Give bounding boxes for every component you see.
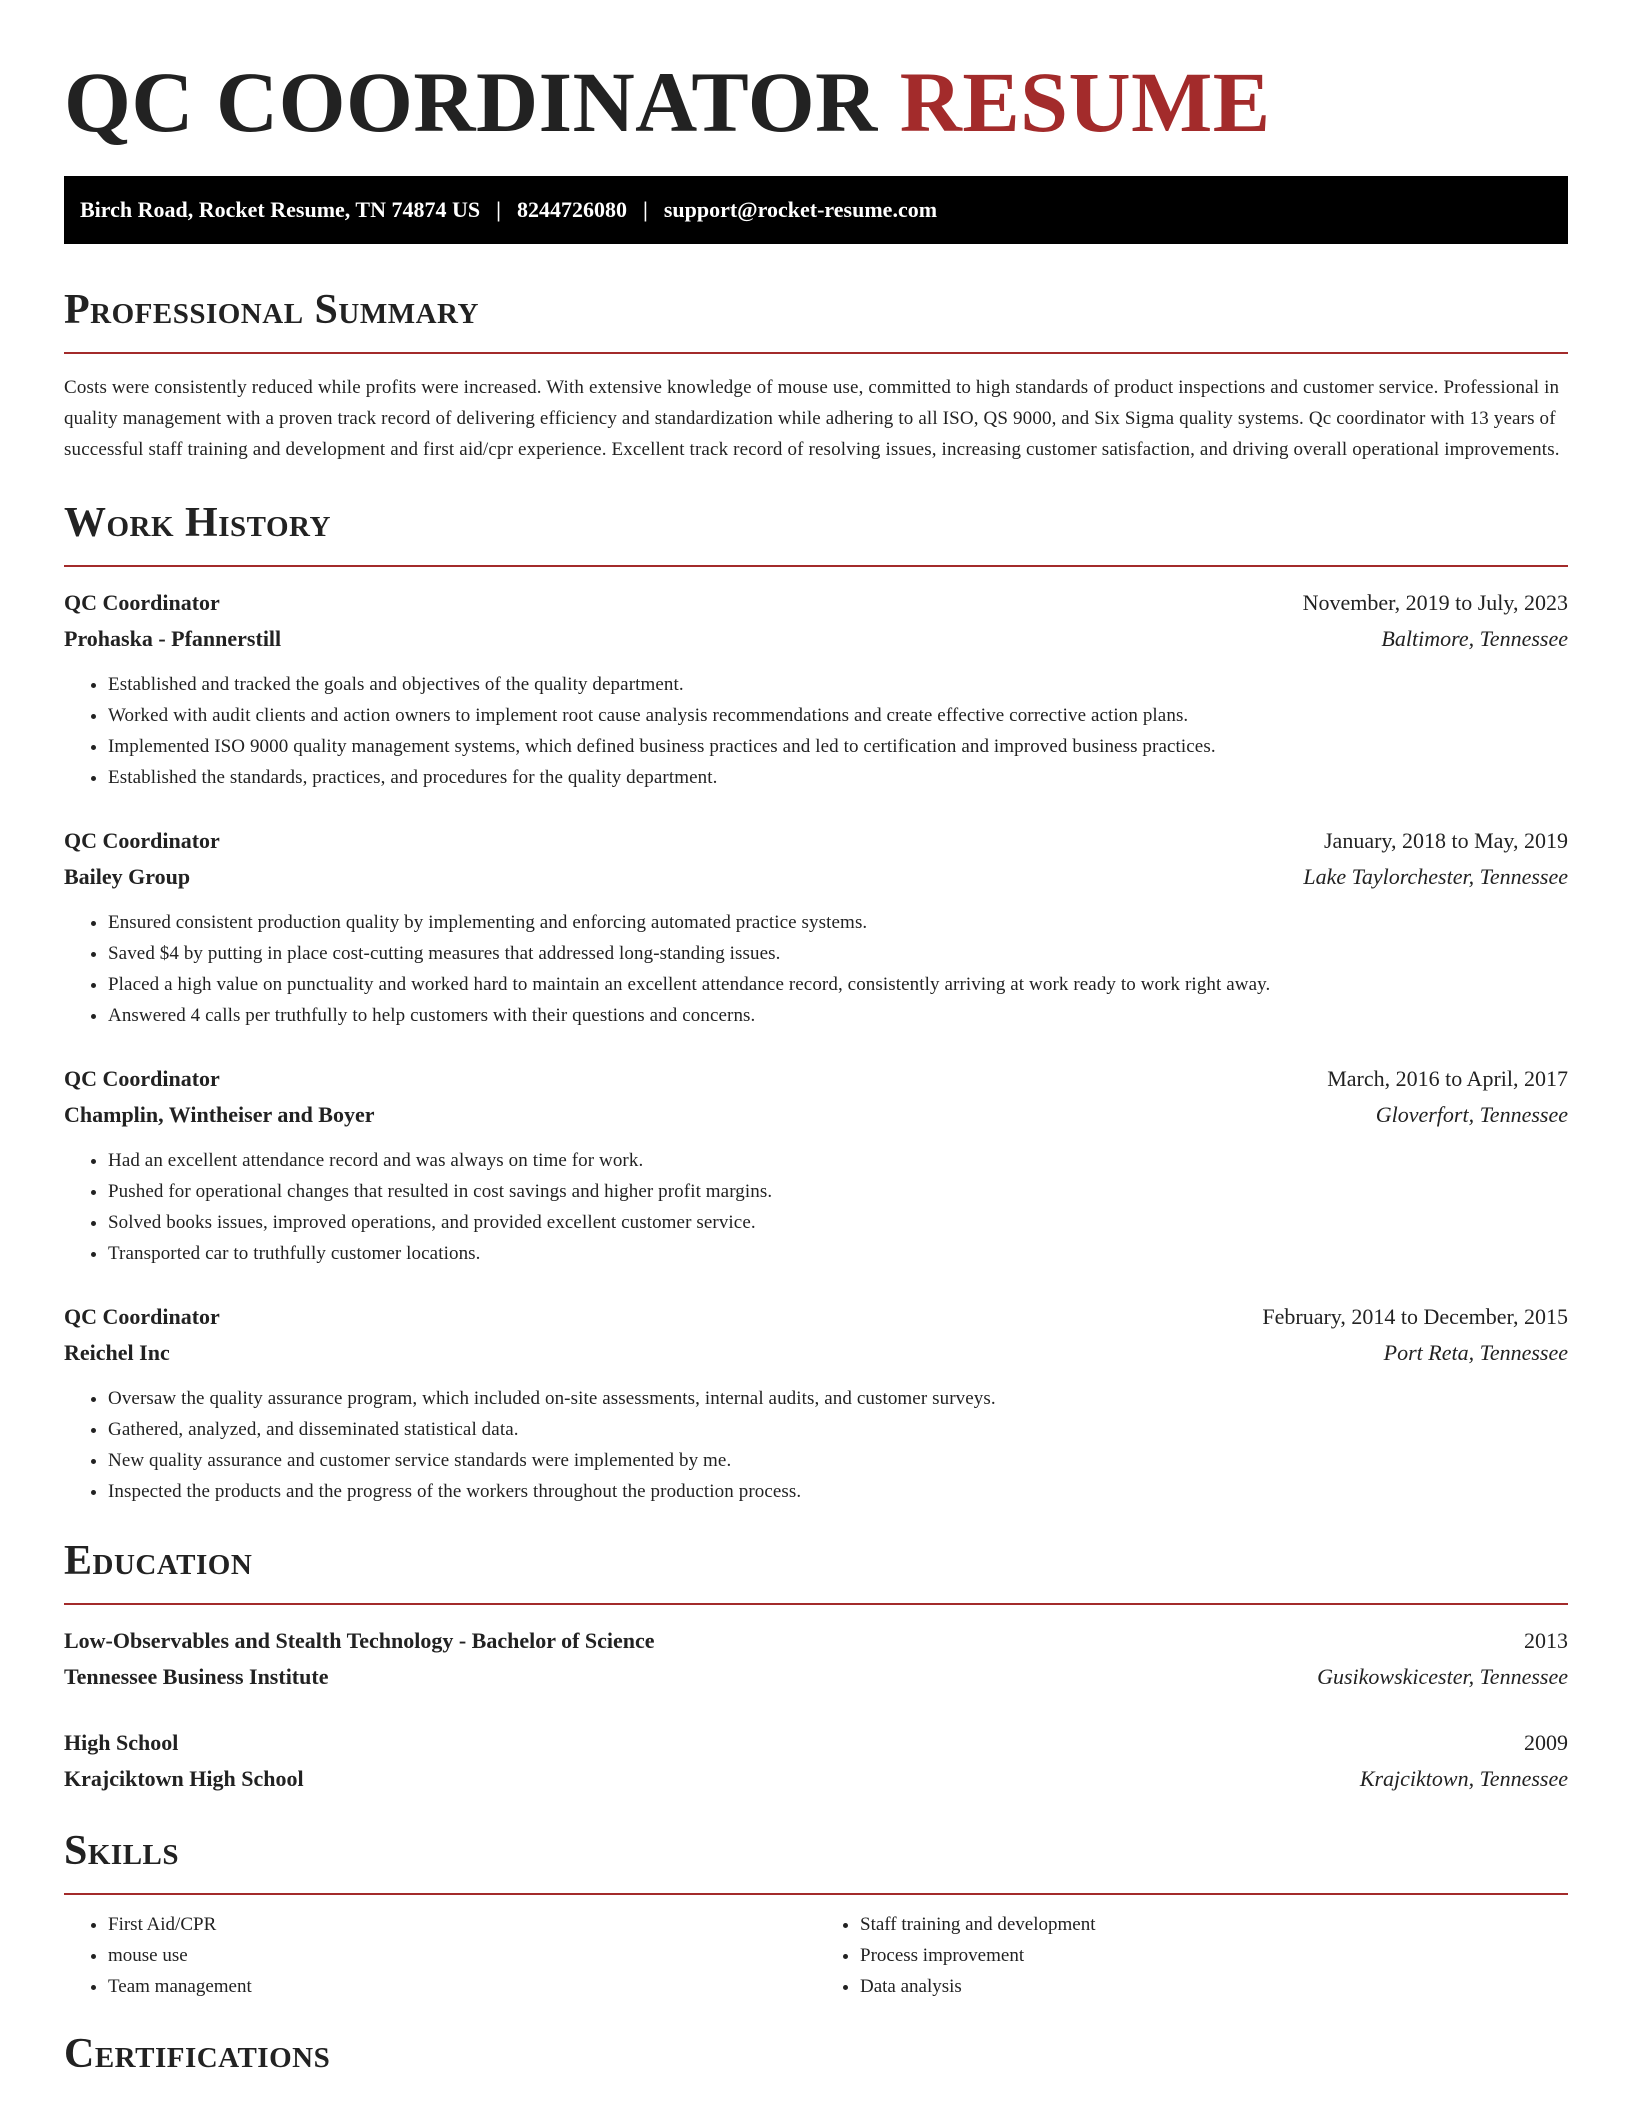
job-title: QC Coordinator xyxy=(64,828,220,853)
job-title: QC Coordinator xyxy=(64,1066,220,1091)
skills-column-left xyxy=(64,1909,816,2002)
skill-item: • Team management xyxy=(108,1971,816,2002)
title-main: QC COORDINATOR xyxy=(64,54,878,150)
contact-address: Birch Road, Rocket Resume, TN 74874 US xyxy=(80,197,481,222)
skills-list xyxy=(64,1909,1568,2002)
job-bullet: • Pushed for operational changes that resulted in cost savings and higher profit margins. xyxy=(108,1176,1568,1207)
job-company: Reichel Inc xyxy=(64,1340,170,1365)
job-entry xyxy=(64,585,1568,793)
title-accent: RESUME xyxy=(899,54,1271,150)
edu-location: Gusikowskicester, Tennessee xyxy=(1317,1664,1568,1689)
job-entry xyxy=(64,1061,1568,1269)
job-bullet: • Solved books issues, improved operations, and provided excellent customer service. xyxy=(108,1207,1568,1238)
job-bullet: • Had an excellent attendance record and was always on time for work. xyxy=(108,1145,1568,1176)
work-heading: Work History xyxy=(64,500,331,546)
summary-text: Costs were consistently reduced while profits were increased. With extensive knowledge of mouse use, committed to high standards of product inspections and customer service. Professional in quality management with a proven track record of delivering efficiency and standardization while adhering to all ISO, QS 9000, and Six Sigma quality systems. Qc coordinator with 13 years of successful staff training and development and first aid/cpr experience. Excellent track record of resolving issues, increasing customer satisfaction, and driving overall operational improvements. xyxy=(64,377,1560,460)
job-bullet: • New quality assurance and customer service standards were implemented by me. xyxy=(108,1445,1568,1476)
contact-separator: | xyxy=(642,197,648,222)
job-bullets xyxy=(64,1145,1568,1269)
job-bullet: • Established the standards, practices, and procedures for the quality department. xyxy=(108,762,1568,793)
edu-degree: High School xyxy=(64,1730,179,1755)
skills-heading: Skills xyxy=(64,1828,180,1874)
job-bullets xyxy=(64,907,1568,1031)
job-location: Gloverfort, Tennessee xyxy=(1375,1102,1568,1127)
job-bullet: • Ensured consistent production quality by implementing and enforcing automated practice systems. xyxy=(108,907,1568,938)
education-heading: Education xyxy=(64,1538,253,1584)
summary-heading: Professional Summary xyxy=(64,287,479,333)
job-dates: January, 2018 to May, 2019 xyxy=(1324,828,1568,853)
job-bullet: • Gathered, analyzed, and disseminated statistical data. xyxy=(108,1414,1568,1445)
skills-column-right xyxy=(816,1909,1568,2002)
job-company: Prohaska - Pfannerstill xyxy=(64,626,282,651)
edu-year: 2013 xyxy=(1524,1628,1568,1653)
skill-item: • Process improvement xyxy=(860,1940,1568,1971)
summary-section xyxy=(64,282,1568,465)
job-bullets xyxy=(64,669,1568,793)
job-dates: November, 2019 to July, 2023 xyxy=(1302,590,1568,615)
job-entry xyxy=(64,1299,1568,1507)
job-bullet: • Inspected the products and the progress of the workers throughout the production process. xyxy=(108,1476,1568,1507)
section-divider xyxy=(64,1603,1568,1605)
job-bullet: • Implemented ISO 9000 quality management systems, which defined business practices and led to certification and improved business practices. xyxy=(108,731,1568,762)
job-title: QC Coordinator xyxy=(64,590,220,615)
education-section xyxy=(64,1533,1568,1797)
job-bullet: • Worked with audit clients and action owners to implement root cause analysis recommendations and create effective corrective action plans. xyxy=(108,700,1568,731)
job-location: Lake Taylorchester, Tennessee xyxy=(1303,864,1568,889)
skill-item: • First Aid/CPR xyxy=(108,1909,816,1940)
education-entry xyxy=(64,1623,1568,1695)
edu-school: Tennessee Business Institute xyxy=(64,1664,329,1689)
work-section xyxy=(64,495,1568,1507)
job-dates: March, 2016 to April, 2017 xyxy=(1327,1066,1568,1091)
job-bullet: • Placed a high value on punctuality and worked hard to maintain an excellent attendance record, consistently arriving at work ready to work right away. xyxy=(108,969,1568,1000)
edu-year: 2009 xyxy=(1524,1730,1568,1755)
job-dates: February, 2014 to December, 2015 xyxy=(1262,1304,1568,1329)
contact-phone: 8244726080 xyxy=(516,197,627,222)
skill-item: • mouse use xyxy=(108,1940,816,1971)
edu-school: Krajciktown High School xyxy=(64,1766,304,1791)
skills-section xyxy=(64,1823,1568,2002)
section-divider xyxy=(64,1893,1568,1895)
job-bullet: • Oversaw the quality assurance program, which included on-site assessments, internal audits, and customer surveys. xyxy=(108,1383,1568,1414)
contact-separator: | xyxy=(496,197,501,222)
certifications-section xyxy=(64,2026,1568,2082)
contact-email: support@rocket-resume.com xyxy=(663,197,938,222)
certifications-heading: Certifications xyxy=(64,2031,331,2077)
section-divider xyxy=(64,352,1568,354)
page-title xyxy=(64,0,1568,152)
skill-item: • Data analysis xyxy=(860,1971,1568,2002)
job-bullet: • Saved $4 by putting in place cost-cutting measures that addressed long-standing issues. xyxy=(108,938,1568,969)
job-location: Port Reta, Tennessee xyxy=(1383,1340,1568,1365)
job-title: QC Coordinator xyxy=(64,1304,220,1329)
edu-location: Krajciktown, Tennessee xyxy=(1359,1766,1568,1791)
job-bullet: • Answered 4 calls per truthfully to help customers with their questions and concerns. xyxy=(108,1000,1568,1031)
section-divider xyxy=(64,565,1568,567)
contact-bar xyxy=(64,176,1568,244)
job-entry xyxy=(64,823,1568,1031)
job-location: Baltimore, Tennessee xyxy=(1381,626,1568,651)
education-entry xyxy=(64,1725,1568,1797)
job-bullet: • Transported car to truthfully customer locations. xyxy=(108,1238,1568,1269)
skill-item: • Staff training and development xyxy=(860,1909,1568,1940)
job-company: Bailey Group xyxy=(64,864,191,889)
job-company: Champlin, Wintheiser and Boyer xyxy=(64,1102,375,1127)
edu-degree: Low-Observables and Stealth Technology - Bachelor of Science xyxy=(64,1628,655,1653)
job-bullets xyxy=(64,1383,1568,1507)
job-bullet: • Established and tracked the goals and objectives of the quality department. xyxy=(108,669,1568,700)
